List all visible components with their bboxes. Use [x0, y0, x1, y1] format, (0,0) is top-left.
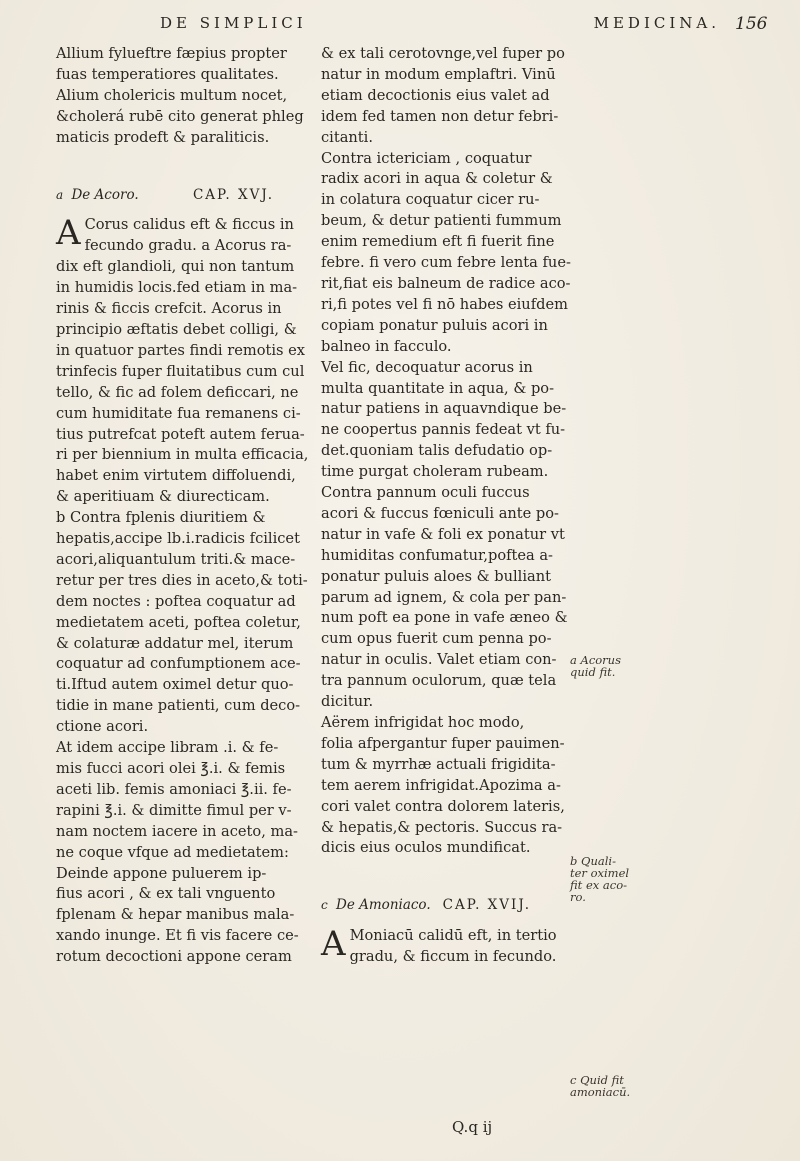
text-line: Alium cholericis multum nocet,: [56, 86, 288, 104]
text-line: idem fed tamen non detur febri-: [321, 107, 559, 125]
text-line: fuas temperatiores qualitates.: [56, 65, 279, 83]
header-title-right: MEDICINA.: [593, 14, 720, 32]
text-line: febre. fi vero cum febre lenta fue-: [321, 254, 571, 272]
running-header: [160, 14, 720, 40]
chapter-body: [56, 213, 309, 968]
chapter-heading-acoro: [56, 185, 302, 206]
text-line: dem noctes : poftea coquatur ad: [56, 592, 296, 610]
note-marker: c: [321, 898, 328, 913]
chapter-number: CAP. XVIJ.: [442, 897, 531, 914]
text-line: maticis prodeft & paraliticis.: [56, 128, 270, 146]
text-line: parum ad ignem, & cola per pan-: [321, 588, 567, 606]
text-line: cum opus fuerit cum penna po-: [321, 630, 552, 648]
text-line: rit,fiat eis balneum de radice aco-: [321, 274, 571, 292]
text-line: acori,aliquantulum triti.& mace-: [56, 550, 296, 568]
page-number: 156: [735, 14, 768, 34]
text-line: acori & fuccus fœniculi ante po-: [321, 504, 559, 522]
text-line: natur in modum emplaftri. Vinū: [321, 65, 556, 83]
text-line: Aërem infrigidat hoc modo,: [321, 714, 525, 731]
text-line: copiam ponatur puluis acori in: [321, 316, 548, 334]
margin-note-oximel: b Quali-ter oximel fit ex aco-ro.: [570, 854, 630, 904]
text-line: etiam decoctionis eius valet ad: [321, 86, 550, 104]
text-line: natur patiens in aquavndique be-: [321, 400, 567, 418]
chapter-body: [321, 926, 559, 968]
left-column: [56, 44, 309, 968]
text-line: fecundo gradu. a Acorus ra-: [84, 237, 292, 255]
text-line: ti.Iftud autem oximel detur quo-: [56, 676, 294, 694]
text-line: ctione acori.: [56, 718, 149, 736]
text-line: dicis eius oculos mundificat.: [321, 839, 531, 857]
text-line: humiditas confumatur,poftea a-: [321, 546, 553, 564]
text-line: tem aerem infrigidat.Apozima a-: [321, 776, 561, 794]
text-line: cori valet contra dolorem lateris,: [321, 797, 565, 815]
text-line: folia afpergantur fuper pauimen-: [321, 734, 565, 752]
text-line: nam noctem iacere in aceto, ma-: [56, 822, 298, 840]
text-line: & hepatis,& pectoris. Succus ra-: [321, 818, 563, 836]
text-line: det.quoniam talis defudatio op-: [321, 442, 553, 460]
text-line: rotum decoctioni appone ceram: [56, 948, 292, 966]
text-line: Moniacū calidū eft, in tertio: [349, 927, 557, 945]
text-line: Deinde appone puluerem ip-: [56, 864, 267, 882]
text-line: retur per tres dies in aceto,& toti-: [56, 571, 308, 589]
text-line: b Contra fplenis diuritiem &: [56, 509, 266, 527]
intro-paragraph: [56, 44, 302, 149]
text-line: tum & myrrhæ actuali frigidita-: [321, 755, 556, 773]
text-line: At idem accipe libram .i. & fe-: [56, 739, 279, 757]
text-line: Corus calidus eft & ficcus in: [84, 216, 294, 234]
text-line: ri per biennium in multa efficacia,: [56, 446, 309, 464]
chapter-title: De Acoro.: [71, 186, 139, 203]
catchword: Q.q ij: [452, 1118, 493, 1136]
text-line: Contra pannum oculi fuccus: [321, 484, 530, 502]
text-line: medietatem aceti, poftea coletur,: [56, 613, 301, 631]
chapter-title: De Amoniaco.: [336, 897, 431, 914]
margin-note-amoniacum: c Quid fit amoniacū.: [570, 1073, 631, 1099]
text-line: ri,fi potes vel fi nō habes eiufdem: [321, 295, 568, 313]
text-line: ponatur puluis aloes & bulliant: [321, 567, 551, 585]
text-line: ne coque vfque ad medietatem:: [56, 843, 289, 861]
text-line: balneo in facculo.: [321, 337, 452, 355]
drop-initial: A: [321, 924, 346, 965]
margin-note-acorus: a Acorus quid fit.: [570, 653, 621, 679]
text-line: tius putrefcat poteft autem ferua-: [56, 425, 305, 443]
text-line: hepatis,accipe lb.i.radicis fcilicet: [56, 530, 300, 548]
text-line: natur in vafe & foli ex ponatur vt: [321, 525, 565, 543]
text-line: enim remedium eft fi fuerit fine: [321, 233, 555, 251]
right-column: [321, 44, 571, 968]
text-line: tidie in mane patienti, cum deco-: [56, 697, 301, 715]
header-title-left: DE SIMPLICI: [160, 14, 307, 32]
text-line: rinis & ficcis crefcit. Acorus in: [56, 300, 282, 318]
text-line: time purgat choleram rubeam.: [321, 463, 549, 481]
text-line: fplenam & hepar manibus mala-: [56, 906, 295, 924]
text-line: in humidis locis.fed etiam in ma-: [56, 279, 298, 297]
text-line: xando inunge. Et fi vis facere ce-: [56, 927, 299, 945]
text-line: habet enim virtutem diffoluendi,: [56, 467, 296, 485]
text-line: & ex tali cerotovnge,vel fuper po: [321, 45, 565, 62]
text-line: aceti lib. femis amoniaci ℥.ii. fe-: [56, 780, 292, 798]
text-line: trinfecis fuper fluitatibus cum cul: [56, 362, 305, 380]
text-line: natur in oculis. Valet etiam con-: [321, 651, 557, 669]
text-line: radix acori in aqua & coletur &: [321, 170, 553, 188]
drop-initial: A: [56, 213, 81, 254]
text-line: ne coopertus pannis fedeat vt fu-: [321, 421, 566, 439]
text-line: tra pannum oculorum, quæ tela: [321, 672, 557, 690]
text-line: mis fucci acori olei ℥.i. & femis: [56, 760, 286, 777]
text-line: & colaturæ addatur mel, iterum: [56, 634, 294, 652]
text-line: coquatur ad confumptionem ace-: [56, 655, 301, 673]
chapter-heading-amoniaco: [321, 895, 559, 916]
text-line: cum humiditate fua remanens ci-: [56, 404, 301, 422]
text-line: citanti.: [321, 128, 373, 146]
chapter-number: CAP. XVJ.: [192, 186, 274, 203]
text-line: num poft ea pone in vafe æneo &: [321, 609, 568, 627]
text-line: &cholerá rubē cito generat phleg: [56, 107, 304, 125]
text-line: beum, & detur patienti fummum: [321, 212, 562, 230]
text-line: principio æftatis debet colligi, &: [56, 320, 297, 338]
text-line: Vel fic, decoquatur acorus in: [321, 358, 533, 376]
note-marker: a: [56, 187, 64, 202]
text-line: & aperitiuam & diurecticam.: [56, 488, 270, 506]
text-line: in colatura coquatur cicer ru-: [321, 191, 540, 209]
text-line: fius acori , & ex tali vnguento: [56, 885, 276, 903]
text-line: tello, & fic ad folem deficcari, ne: [56, 383, 299, 401]
continued-text: [321, 44, 571, 859]
text-line: rapini ℥.i. & dimitte fimul per v-: [56, 801, 292, 819]
text-line: multa quantitate in aqua, & po-: [321, 379, 555, 397]
text-line: Allium fylueftre fæpius propter: [56, 45, 287, 62]
text-line: dicitur.: [321, 693, 374, 711]
text-line: dix eft glandioli, qui non tantum: [56, 258, 295, 276]
text-line: in quatuor partes findi remotis ex: [56, 341, 306, 359]
text-line: Contra ictericiam , coquatur: [321, 149, 532, 167]
text-line: gradu, & ficcum in fecundo.: [349, 948, 557, 966]
